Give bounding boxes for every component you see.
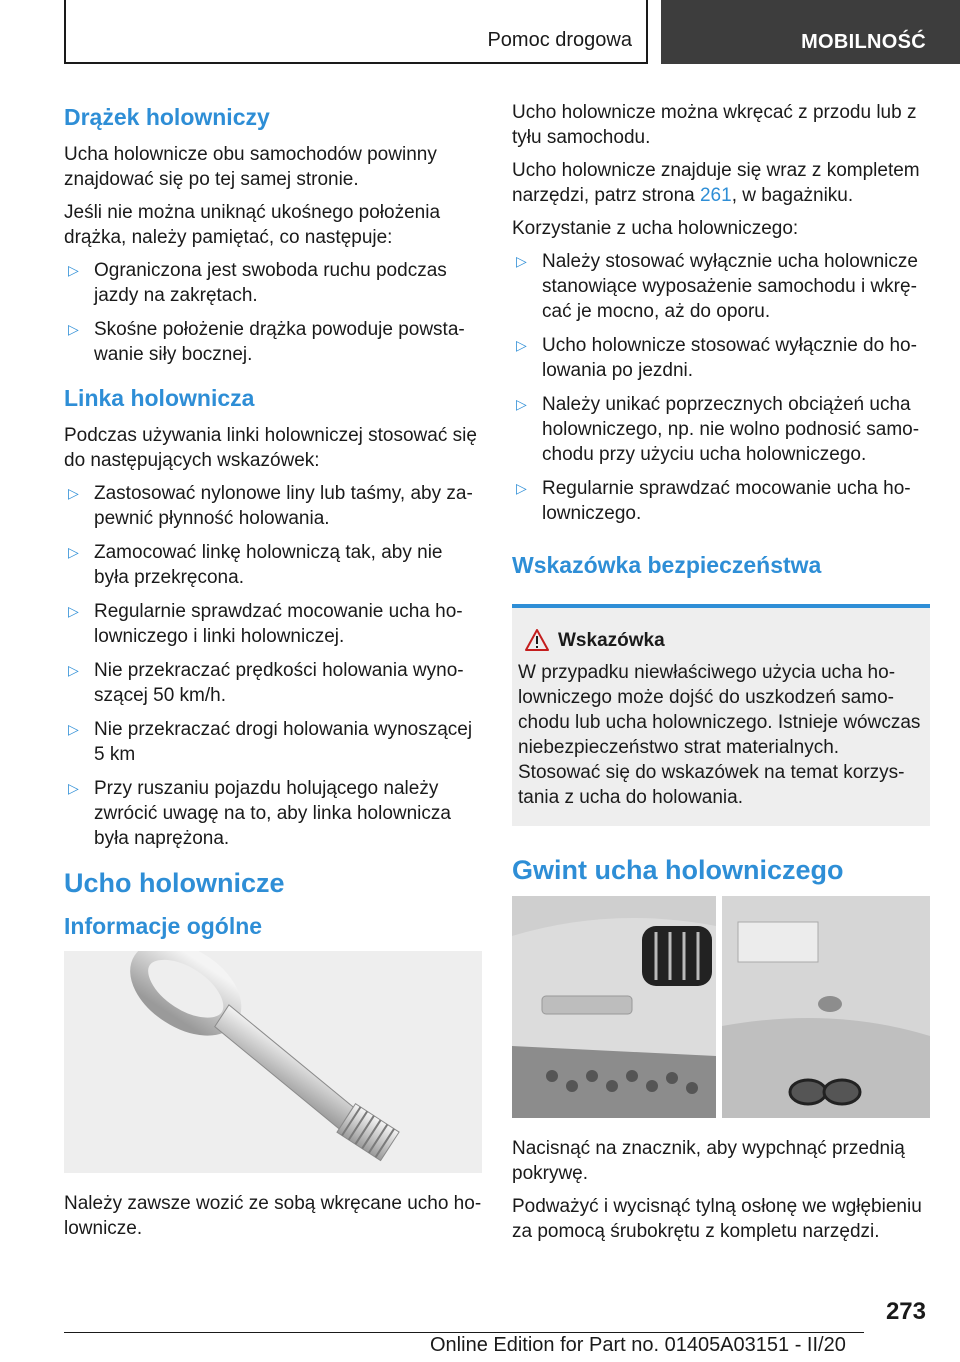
left-column [64, 100, 482, 1249]
footer-edition [430, 1334, 846, 1357]
list-item [512, 476, 930, 526]
list-item-text: Ograniczona jest swoboda ruchu podczas jazdy na zakrętach. [94, 260, 447, 306]
triangle-right-icon: ▷ [68, 321, 79, 337]
warning-text: W przypadku niewłaściwego użycia ucha holowniczego może dojść do uszkodzeń samochodu lub ucha holowniczego. Istnieje wówczas niebezpieczeństwo strat materialnych. Stosować się do wskazówek na temat korzystania z ucha do holowania. [518, 662, 921, 808]
page-reference-link[interactable]: 261 [699, 185, 732, 206]
paragraph-drazek-1: Ucha holownicze obu samochodów powinny znajdować się po tej samej stronie. [64, 144, 437, 190]
list-item-text: Przy ruszaniu pojazdu holującego należy zwrócić uwagę na to, aby linka holownicza była naprężona. [94, 778, 451, 849]
triangle-right-icon: ▷ [68, 780, 79, 796]
list-item-text: Zamocować linkę holowniczą tak, aby nie była przekręcona. [94, 542, 443, 588]
header-section-title: Pomoc drogowa [487, 29, 632, 51]
paragraph-after-photo-2: Podważyć i wycisnąć tylną osłonę we wgłębieniu za pomocą śrubokrętu z kompletu narzędzi. [512, 1196, 922, 1242]
paragraph-right-3: Korzystanie z ucha holowniczego: [512, 218, 799, 239]
heading-informacje: Informacje ogólne [64, 913, 263, 939]
footer-edition-text: Online Edition for Part no. 01405A03151 - II/20 [430, 1334, 846, 1356]
figure-caption: Należy zawsze wozić ze sobą wkręcane ucho holownicze. [64, 1193, 482, 1239]
list-item [512, 333, 930, 383]
list-item-text: Nie przekraczać drogi holowania wynoszącej 5 km [94, 719, 473, 765]
heading-linka: Linka holownicza [64, 385, 255, 411]
list-linka [64, 481, 482, 851]
warning-title-text: Wskazówka [558, 630, 665, 651]
list-item [64, 481, 482, 531]
list-item-text: Nie przekraczać prędkości holowania wynoszącej 50 km/h. [94, 660, 464, 706]
warning-triangle-icon [524, 628, 550, 658]
list-item-text: Zastosować nylonowe liny lub taśmy, aby zapewnić płynność holowania. [94, 483, 473, 529]
triangle-right-icon: ▷ [68, 485, 79, 501]
list-item [64, 658, 482, 708]
triangle-right-icon: ▷ [68, 603, 79, 619]
triangle-right-icon: ▷ [68, 662, 79, 678]
heading-ucho: Ucho holownicze [64, 868, 285, 898]
heading-gwint: Gwint ucha holowniczego [512, 855, 844, 885]
header-chapter-tab [661, 0, 960, 64]
list-item-text: Należy unikać poprzecznych obciążeń ucha holowniczego, np. nie wolno podnosić samochodu przy użyciu ucha holowniczego. [542, 394, 920, 465]
list-usage [512, 249, 930, 526]
paragraph-text: , w bagażniku. [731, 185, 854, 206]
tow-eye-illustration [64, 951, 482, 1173]
list-item [64, 776, 482, 851]
triangle-right-icon: ▷ [516, 396, 527, 412]
heading-drazek: Drążek holowniczy [64, 104, 270, 130]
list-drazek [64, 258, 482, 367]
list-item [64, 717, 482, 767]
paragraph-right-2 [512, 158, 930, 208]
footer-divider [64, 1332, 864, 1333]
car-bumper-photo [512, 896, 930, 1118]
triangle-right-icon: ▷ [516, 480, 527, 496]
warning-box [512, 604, 930, 826]
list-item-text: Ucho holownicze stosować wyłącznie do holowania po jezdni. [542, 335, 917, 381]
paragraph-right-1: Ucho holownicze można wkręcać z przodu lub z tyłu samochodu. [512, 102, 917, 148]
bumper-illustration [512, 896, 930, 1118]
paragraph-linka: Podczas używania linki holowniczej stosować się do następujących wskazówek: [64, 425, 477, 471]
header-chapter-title: MOBILNOŚĆ [801, 31, 926, 53]
paragraph-text: Ucho holownicze znajduje się wraz z kompletem narzędzi, patrz strona [512, 160, 920, 206]
triangle-right-icon: ▷ [68, 721, 79, 737]
list-item [64, 599, 482, 649]
header-section-box [64, 0, 648, 64]
triangle-right-icon: ▷ [68, 544, 79, 560]
list-item [64, 317, 482, 367]
paragraph-after-photo-1: Nacisnąć na znacznik, aby wypchnąć przednią pokrywę. [512, 1138, 905, 1184]
tow-eye-figure [64, 951, 482, 1173]
right-column [512, 100, 930, 1252]
list-item-text: Skośne położenie drążka powoduje powstawanie siły bocznej. [94, 319, 465, 365]
list-item [64, 258, 482, 308]
list-item-text: Regularnie sprawdzać mocowanie ucha holowniczego. [542, 478, 911, 524]
triangle-right-icon: ▷ [68, 262, 79, 278]
paragraph-drazek-2: Jeśli nie można uniknąć ukośnego położenia drążka, należy pamiętać, co następuje: [64, 202, 441, 248]
list-item-text: Należy stosować wyłącznie ucha holownicze stanowiące wyposażenie samochodu i wkręcać je mocno, aż do oporu. [542, 251, 918, 322]
list-item [512, 392, 930, 467]
page-number: 273 [885, 1298, 926, 1325]
warning-title [518, 630, 924, 652]
list-item [512, 249, 930, 324]
triangle-right-icon: ▷ [516, 253, 527, 269]
list-item-text: Regularnie sprawdzać mocowanie ucha holowniczego i linki holowniczej. [94, 601, 463, 647]
heading-safety: Wskazówka bezpieczeństwa [512, 552, 822, 578]
list-item [64, 540, 482, 590]
triangle-right-icon: ▷ [516, 337, 527, 353]
